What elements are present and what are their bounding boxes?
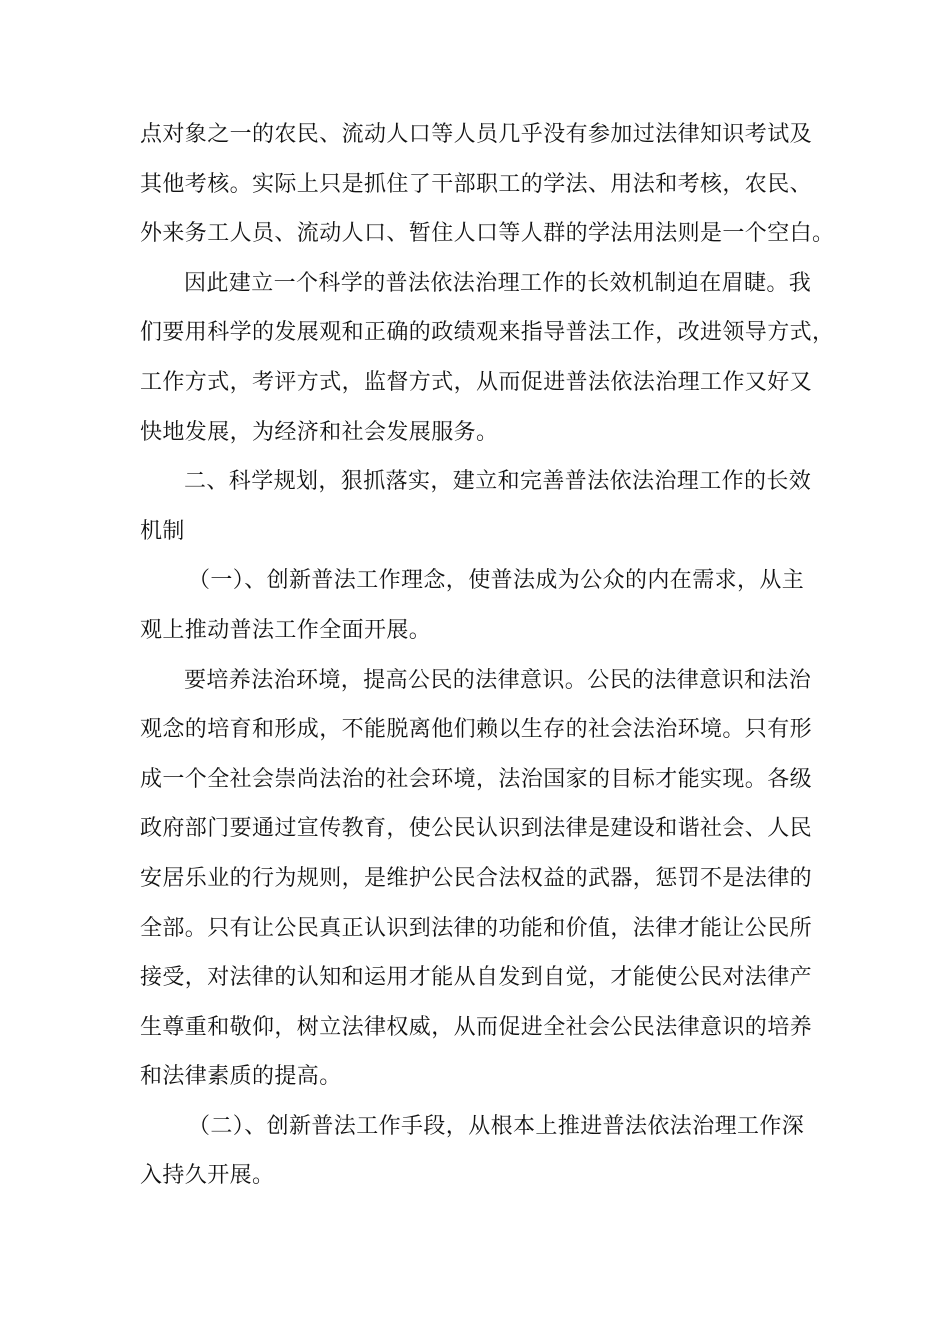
document-body <box>140 110 835 1201</box>
paragraph-3-line-6: 全部。只有让公民真正认识到法律的功能和价值，法律才能让公民所 <box>140 915 813 941</box>
paragraph-1-line-1: 点对象之一的农民、流动人口等人员几乎没有参加过法律知识考试及 <box>140 122 813 147</box>
paragraph-1-line-3: 外来务工人员、流动人口、暂住人口等人群的学法用法则是一个空白。 <box>140 221 835 247</box>
paragraph-3-line-1: 要培养法治环境，提高公民的法律意识。公民的法律意识和法治 <box>184 667 812 693</box>
paragraph-1-line-2: 其他考核。实际上只是抓住了干部职工的学法、用法和考核，农民、 <box>140 171 813 197</box>
subsection-heading-1-line-1: （一）、创新普法工作理念，使普法成为公众的内在需求，从主 <box>188 568 805 594</box>
paragraph-3-line-9: 和法律素质的提高。 <box>140 1064 342 1090</box>
paragraph-3-line-4: 政府部门要通过宣传教育，使公民认识到法律是建设和谐社会、人民 <box>140 816 813 842</box>
paragraph-2-line-2: 们要用科学的发展观和正确的政绩观来指导普法工作，改进领导方式， <box>140 320 835 346</box>
paragraph-2-line-3: 工作方式，考评方式，监督方式，从而促进普法依法治理工作又好又 <box>140 369 813 395</box>
paragraph-2-line-1: 因此建立一个科学的普法依法治理工作的长效机制迫在眉睫。我 <box>184 270 812 296</box>
paragraph-3-line-8: 生尊重和敬仰，树立法律权威，从而促进全社会公民法律意识的培养 <box>140 1014 813 1040</box>
subsection-heading-2-line-1: （二）、创新普法工作手段，从根本上推进普法依法治理工作深 <box>188 1113 805 1139</box>
section-heading-2-line-2: 机制 <box>140 518 185 544</box>
subsection-heading-2-line-2: 入持久开展。 <box>140 1163 275 1189</box>
paragraph-3-line-5: 安居乐业的行为规则，是维护公民合法权益的武器，惩罚不是法律的 <box>140 865 813 891</box>
paragraph-2-line-4: 快地发展，为经济和社会发展服务。 <box>140 419 499 445</box>
paragraph-3-line-7: 接受，对法律的认知和运用才能从自发到自觉，才能使公民对法律产 <box>140 965 813 991</box>
subsection-heading-1-line-2: 观上推动普法工作全面开展。 <box>140 617 432 643</box>
section-heading-2-line-1: 二、科学规划，狠抓落实，建立和完善普法依法治理工作的长效 <box>184 469 812 495</box>
paragraph-3-line-3: 成一个全社会崇尚法治的社会环境，法治国家的目标才能实现。各级 <box>140 766 813 792</box>
paragraph-3-line-2: 观念的培育和形成，不能脱离他们赖以生存的社会法治环境。只有形 <box>140 717 813 743</box>
